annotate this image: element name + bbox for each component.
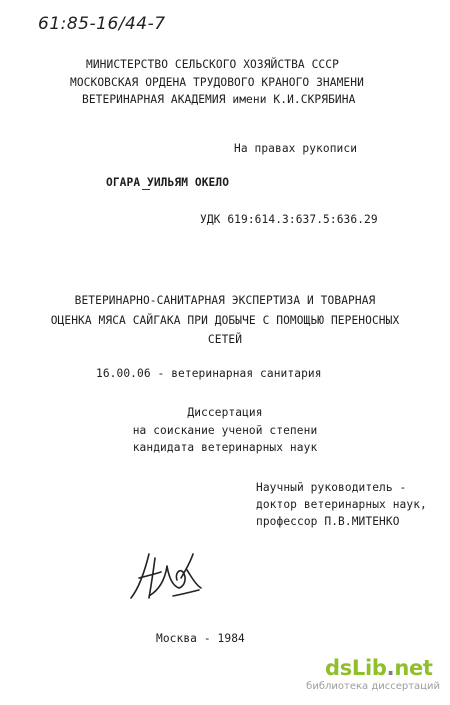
handwritten-signature [125, 548, 205, 603]
header-academy-line2: ВЕТЕРИНАРНАЯ АКАДЕМИЯ имени К.И.СКРЯБИНА [82, 93, 356, 106]
dissertation-label: Диссертация [187, 406, 263, 419]
dissertation-degree-line2: кандидата ветеринарных наук [132, 441, 318, 454]
advisor-degree: доктор ветеринарных наук, [256, 498, 427, 511]
dissertation-degree-line1: на соискание ученой степени [132, 424, 318, 437]
header-academy-line1: МОСКОВСКАЯ ОРДЕНА ТРУДОВОГО КРАНОГО ЗНАМЕНИ [70, 76, 364, 89]
place-year: Москва - 1984 [156, 632, 245, 645]
title-line-1: ВЕТЕРИНАРНО-САНИТАРНАЯ ЭКСПЕРТИЗА И ТОВАРНАЯ [74, 294, 376, 307]
advisor-name: профессор П.В.МИТЕНКО [256, 515, 400, 528]
title-line-2: ОЦЕНКА МЯСА САЙГАКА ПРИ ДОБЫЧЕ С ПОМОЩЬЮ ПЕРЕНОСНЫХ [50, 314, 400, 327]
specialty-code: 16.00.06 - ветеринарная санитария [96, 367, 322, 380]
header-ministry: МИНИСТЕРСТВО СЕЛЬСКОГО ХОЗЯЙСТВА СССР [86, 58, 339, 71]
title-line-3: СЕТЕЙ [207, 333, 243, 346]
watermark-logo-main: dsLib [325, 656, 387, 680]
udc-code: УДК 619:614.3:637.5:636.29 [200, 213, 378, 226]
handwritten-catalog-code: 61:85-16/44-7 [38, 14, 166, 34]
dslib-watermark-subtitle: библиотека диссертаций [306, 681, 440, 692]
watermark-logo-tld: net [394, 656, 433, 680]
advisor-label: Научный руководитель - [256, 481, 407, 494]
author-underline-mark [142, 189, 150, 190]
watermark-logo-dot: . [386, 656, 395, 680]
author-name: ОГАРА УИЛЬЯМ ОКЕЛО [106, 176, 230, 189]
rights-notice: На правах рукописи [234, 142, 358, 155]
dslib-watermark-logo [325, 656, 433, 680]
